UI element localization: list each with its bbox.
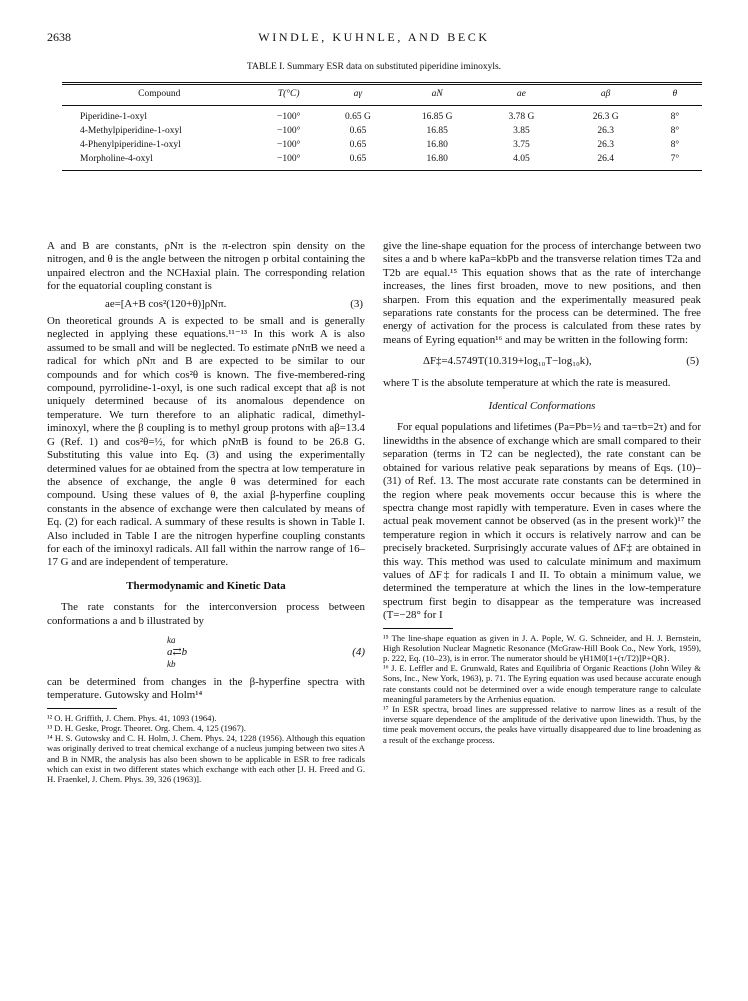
table-cell: Morpholine-4-oxyl — [62, 152, 257, 171]
table-cell: 0.65 G — [344, 112, 371, 122]
footnote-16: ¹⁶ J. E. Leffler and E. Grunwald, Rates and Equilibria of Organic Reactions (John Wiley & Sons, Inc., New York, 1963), p. 71. The Eyring equation was used because accurate enough rate constants could not be determined over a wide enough temperature range to calculate meaningful parameters by the Arrhenius equation. — [383, 663, 701, 704]
section-heading: Identical Conformations — [488, 400, 596, 413]
table-cell: 26.3 G — [592, 112, 619, 122]
table-cell: −100° — [276, 126, 301, 136]
col-header-agamma: aγ — [321, 84, 395, 106]
equation-number: (3) — [350, 297, 363, 310]
col-header-ae: ae — [479, 84, 563, 106]
section-heading: Thermodynamic and Kinetic Data — [126, 579, 286, 592]
table-cell: −100° — [276, 112, 301, 122]
footnote-rule — [383, 628, 453, 629]
table-cell: 26.3 — [597, 126, 614, 136]
paragraph: The rate constants for the interconversion process between conformations a and b illustrated by — [47, 601, 365, 627]
table-cell: 0.65 — [349, 126, 367, 136]
equation-body: ΔF‡=4.5749T(10.319+log₁₀T−log₁₀k), — [423, 355, 592, 368]
table-row — [62, 138, 702, 152]
table-cell: 16.80 — [426, 140, 448, 150]
col-header-an: aN — [395, 84, 479, 106]
table-cell: 3.78 G — [508, 112, 535, 122]
table-row — [62, 106, 702, 125]
table-cell: 8° — [670, 112, 680, 122]
table-cell: 0.65 — [349, 140, 367, 150]
table-cell: 3.75 — [513, 140, 530, 150]
col-header-compound: Compound — [62, 84, 257, 106]
left-column — [47, 240, 365, 784]
running-head: WINDLE, KUHNLE, AND BECK — [258, 30, 490, 44]
table-row — [62, 152, 702, 171]
table-cell: 16.85 — [426, 126, 448, 136]
paragraph: give the line-shape equation for the process of interchange between two sites a and b where kaPa=kbPb and the transverse relation times T2a and T2b are equal.¹⁵ This equation shows that as the rate of interchange increases, the lines first broaden, move to new positions, and then sharpen. From this equation and the experimentally measured peak separations rate constants for the process can be determined. The free energy of activation for the process is calculated from these rates by means of Eyring equation¹⁶ and may be written in the following form: — [383, 240, 701, 346]
footnote-15: ¹⁵ The line-shape equation as given in J. A. Pople, W. G. Schneider, and H. J. Bernstein, High Resolution Nuclear Magnetic Resonance (McGraw-Hill Book Co., New York, 1959), p. 222, Eq. (10–23), is in error. The numerator should be γH1M0[1+(τ/T2)]P+QR}. — [383, 632, 701, 663]
table-cell: 8° — [670, 126, 680, 136]
table-cell: 0.65 — [321, 152, 395, 171]
footnote-14: ¹⁴ H. S. Gutowsky and C. H. Holm, J. Chem. Phys. 24, 1228 (1956). Although this equation was originally derived to treat chemical exchange of a nucleus jumping between two sites A and B in NMR, the analysis has also been shown to be applicable in ESR to free radicals which can exist in two different states which exchange with each other [J. H. Freed and G. H. Fraenkel, J. Chem. Phys. 39, 326 (1963)]. — [47, 733, 365, 784]
page-number: 2638 — [47, 30, 71, 44]
footnote-17: ¹⁷ In ESR spectra, broad lines are suppressed relative to narrow lines as a result of the inverse square dependence of the amplitude of the derivative upon linewidth. Thus, by the time peak movement occurs, the peaks have virtually disappeared due to line broadening as a result of the exchange process. — [383, 703, 701, 745]
table-cell: 16.80 — [395, 152, 479, 171]
right-column — [383, 240, 701, 745]
table-cell: −100° — [276, 140, 301, 150]
equation-5 — [383, 355, 701, 368]
table-cell: 3.85 — [513, 126, 530, 136]
table-caption: TABLE I. Summary ESR data on substituted piperidine iminoxyls. — [246, 62, 502, 72]
table-cell: 8° — [670, 140, 680, 150]
reaction-arrow: a⇄b — [167, 645, 188, 658]
footnote-rule — [47, 708, 117, 709]
paragraph: For equal populations and lifetimes (Pa=Pb=½ and τa=τb=2τ) and for linewidths in the absence of exchange which are small compared to their separation (terms in T2 can be neglected), the rate constant can be obtained for various relative peak separations by means of Eqs. (10)–(31) of Ref. 13. The most accurate rate constants can be determined in the region where peak movements occur because this is where the spectra change most rapidly with temperature. Even in cases where the actual peak movement cannot be observed (as in the present work)¹⁷ the temperature region in which it occurs is relatively narrow and can be precisely bracketed. Surprisingly accurate values of ΔF‡ are obtained in this way. This method was used to calculate minimum and maximum values of ΔF‡ for radicals I and II. To obtain a minimum value, we determined the temperature at which the lines in the low-temperature spectrum first begin to disappear as the temperature was increased (T=−28° for I — [383, 421, 701, 622]
col-header-temp: T(°C) — [257, 84, 321, 106]
table-cell: 4-Methylpiperidine-1-oxyl — [80, 126, 182, 136]
table-cell: 26.3 — [597, 140, 614, 150]
equation-number: (5) — [686, 355, 699, 368]
paragraph: can be determined from changes in the β-hyperfine spectra with temperature. Gutowsky and Holm¹⁴ — [47, 675, 365, 702]
table-cell: −100° — [257, 152, 321, 171]
table-row — [62, 124, 702, 138]
col-header-abeta: aβ — [564, 84, 648, 106]
table-cell: 16.85 G — [421, 112, 453, 122]
table-cell: Piperidine-1-oxyl — [80, 112, 148, 122]
table-cell: 7° — [648, 152, 702, 171]
footnote-13: ¹³ D. H. Geske, Progr. Theoret. Org. Chem. 4, 125 (1967). — [47, 722, 246, 733]
rate-kb: kb — [167, 658, 176, 669]
equation-4 — [47, 634, 365, 670]
equation-3 — [47, 298, 365, 311]
paragraph: On theoretical grounds A is expected to be small and is generally neglected in applying these equations.¹¹⁻¹³ In this work A is also assumed to be small and will be neglected. To estimate ρNπB we need a radical for which ρNπ and B are expected to be similar to our compounds and for which cos²θ is known. The five-membered-ring compound, pyrrolidine-1-oxyl, is one such radical except that aβ is not uniquely determined because of its anomalous dependence on temperature. We turn therefore to an aliphatic radical, dimethyl-iminoxyl, where the β coupling is to methyl group protons with aβ=13.4 G (Ref. 1) and cos²θ=½, for which ρNπB is found to be 26.8 G. Substituting this value into Eq. (3) and using the experimentally determined values for ae obtained from the spectra at low temperature in the absence of exchange, the angle θ was determined for each compound. Using these values of θ, the axial β-hyperfine coupling constants in the absence of exchange were then calculated by means of Eq. (2) for each radical. A summary of these results is shown in Table I. Also included in Table I are the nitrogen hyperfine coupling constants for each of the iminoxyl radicals. All fall within the narrow range of 16–17 G and are independent of temperature. — [47, 315, 365, 569]
equation-number: (4) — [352, 645, 365, 658]
col-header-theta: θ — [648, 84, 702, 106]
paragraph: A and B are constants, ρNπ is the π-electron spin density on the nitrogen, and θ is the angle between the nitrogen p orbital containing the unpaired electron and the NCHaxial plain. The corresponding relation for the equatorial coupling constant is — [47, 240, 365, 293]
table-cell: 26.4 — [564, 152, 648, 171]
footnote-12: ¹² O. H. Griffith, J. Chem. Phys. 41, 1093 (1964). — [47, 712, 217, 723]
table-cell: 4.05 — [479, 152, 563, 171]
equation-body: ae=[A+B cos²(120+θ)]ρNπ. — [105, 297, 227, 310]
rate-ka: ka — [167, 634, 176, 645]
table-cell: 4-Phenylpiperidine-1-oxyl — [80, 140, 181, 150]
paragraph: where T is the absolute temperature at which the rate is measured. — [383, 376, 671, 389]
esr-data-table — [62, 82, 702, 171]
